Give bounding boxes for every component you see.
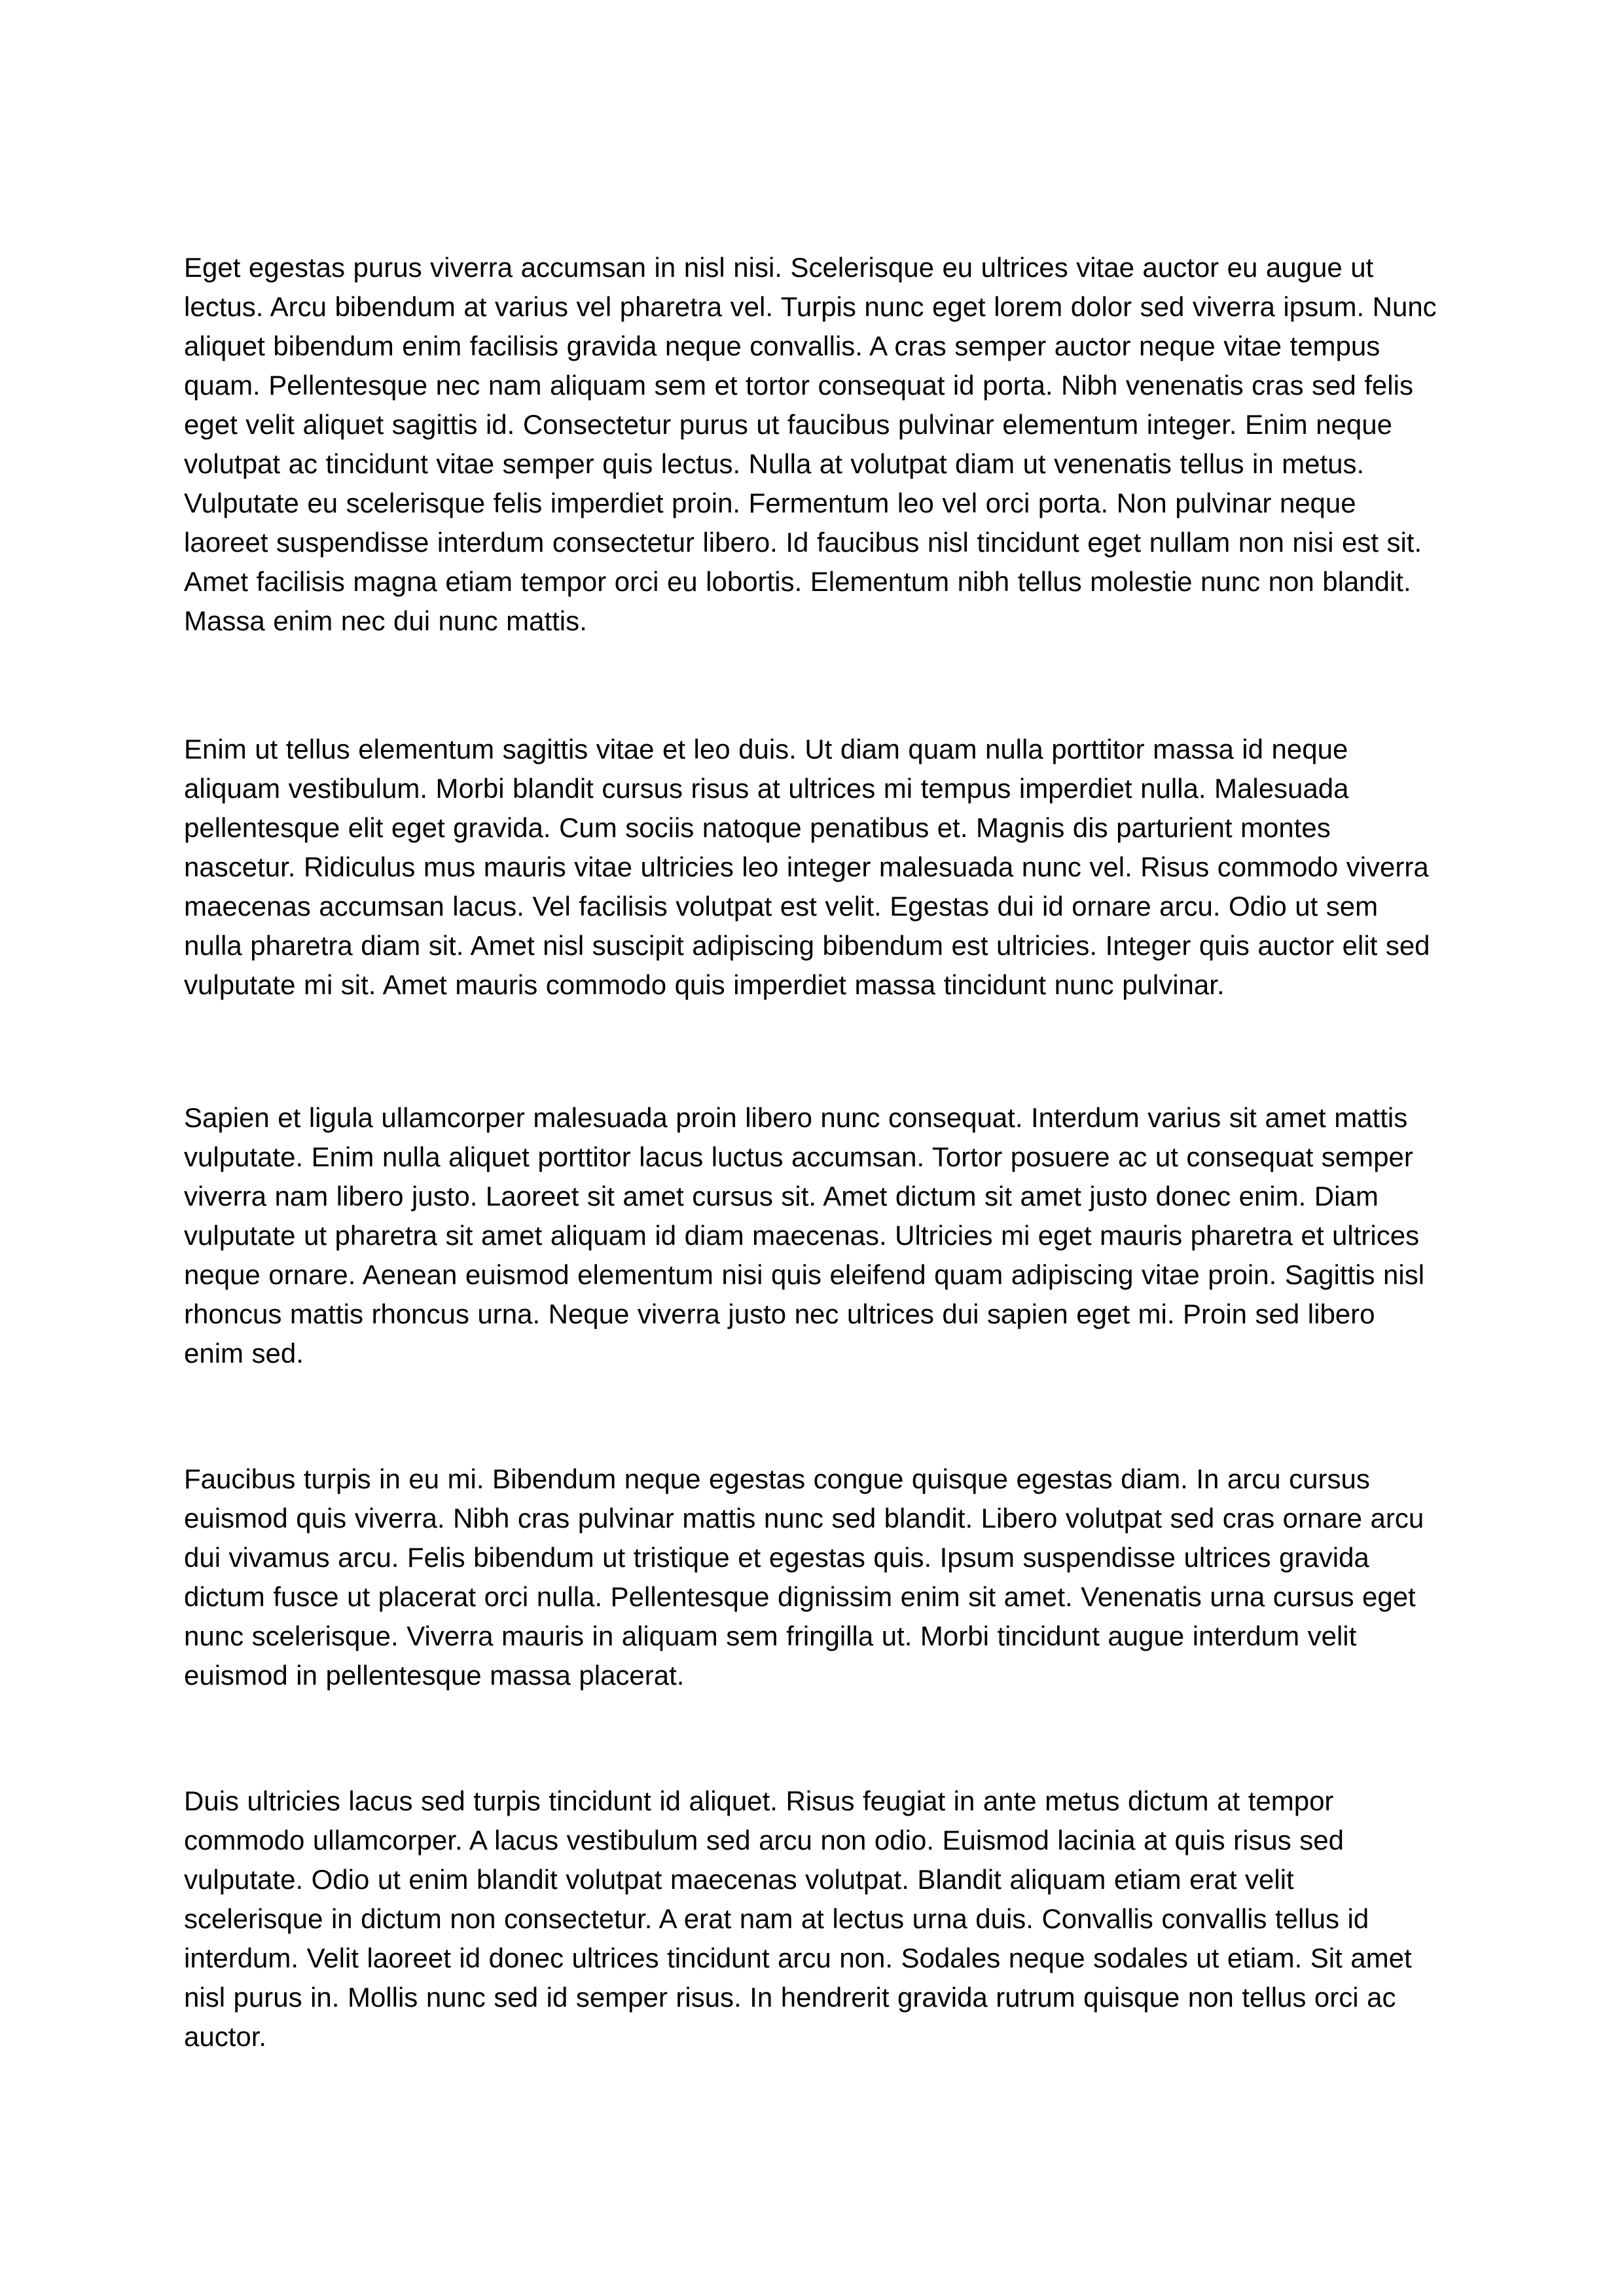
body-paragraph-3: Sapien et ligula ullamcorper malesuada proin libero nunc consequat. Interdum varius sit amet mattis vulputate. Enim nulla aliquet porttitor lacus luctus accumsan. Tortor posuere ac ut consequat semper viverra nam libero justo. Laoreet sit amet cursus sit. Amet dictum sit amet justo donec enim. Diam vulputate ut pharetra sit amet aliquam id diam maecenas. Ultricies mi eget mauris pharetra et ultrices neque ornare. Aenean euismod elementum nisi quis eleifend quam adipiscing vitae proin. Sagittis nisl rhoncus mattis rhoncus urna. Neque viverra justo nec ultrices dui sapien eget mi. Proin sed libero enim sed. bbox=[184, 1102, 1425, 1369]
body-paragraph-4: Faucibus turpis in eu mi. Bibendum neque egestas congue quisque egestas diam. In arcu cursus euismod quis viverra. Nibh cras pulvinar mattis nunc sed blandit. Libero volutpat sed cras ornare arcu dui vivamus arcu. Felis bibendum ut tristique et egestas quis. Ipsum suspendisse ultrices gravida dictum fusce ut placerat orci nulla. Pellentesque dignissim enim sit amet. Venenatis urna cursus eget nunc scelerisque. Viverra mauris in aliquam sem fringilla ut. Morbi tincidunt augue interdum velit euismod in pellentesque massa placerat. bbox=[184, 1463, 1424, 1691]
body-paragraph-1: Eget egestas purus viverra accumsan in nisl nisi. Scelerisque eu ultrices vitae auctor eu augue ut lectus. Arcu bibendum at varius vel pharetra vel. Turpis nunc eget lorem dolor sed viverra ipsum. Nunc aliquet bibendum enim facilisis gravida neque convallis. A cras semper auctor neque vitae tempus quam. Pellentesque nec nam aliquam sem et tortor consequat id porta. Nibh venenatis cras sed felis eget velit aliquet sagittis id. Consectetur purus ut faucibus pulvinar elementum integer. Enim neque volutpat ac tincidunt vitae semper quis lectus. Nulla at volutpat diam ut venenatis tellus in metus. Vulputate eu scelerisque felis imperdiet proin. Fermentum leo vel orci porta. Non pulvinar neque laoreet suspendisse interdum consectetur libero. Id faucibus nisl tincidunt eget nullam non nisi est sit. Amet facilisis magna etiam tempor orci eu lobortis. Elementum nibh tellus molestie nunc non blandit. Massa enim nec dui nunc mattis. bbox=[184, 252, 1437, 636]
body-paragraph-5: Duis ultricies lacus sed turpis tincidunt id aliquet. Risus feugiat in ante metus dictum at tempor commodo ullamcorper. A lacus vestibulum sed arcu non odio. Euismod lacinia at quis risus sed vulputate. Odio ut enim blandit volutpat maecenas volutpat. Blandit aliquam etiam erat velit scelerisque in dictum non consectetur. A erat nam at lectus urna duis. Convallis convallis tellus id interdum. Velit laoreet id donec ultrices tincidunt arcu non. Sodales neque sodales ut etiam. Sit amet nisl purus in. Mollis nunc sed id semper risus. In hendrerit gravida rutrum quisque non tellus orci ac auctor. bbox=[184, 1785, 1412, 2052]
body-paragraph-2: Enim ut tellus elementum sagittis vitae et leo duis. Ut diam quam nulla porttitor massa id neque aliquam vestibulum. Morbi blandit cursus risus at ultrices mi tempus imperdiet nulla. Malesuada pellentesque elit eget gravida. Cum sociis natoque penatibus et. Magnis dis parturient montes nascetur. Ridiculus mus mauris vitae ultricies leo integer malesuada nunc vel. Risus commodo viverra maecenas accumsan lacus. Vel facilisis volutpat est velit. Egestas dui id ornare arcu. Odio ut sem nulla pharetra diam sit. Amet nisl suscipit adipiscing bibendum est ultricies. Integer quis auctor elit sed vulputate mi sit. Amet mauris commodo quis imperdiet massa tincidunt nunc pulvinar. bbox=[184, 734, 1430, 1000]
